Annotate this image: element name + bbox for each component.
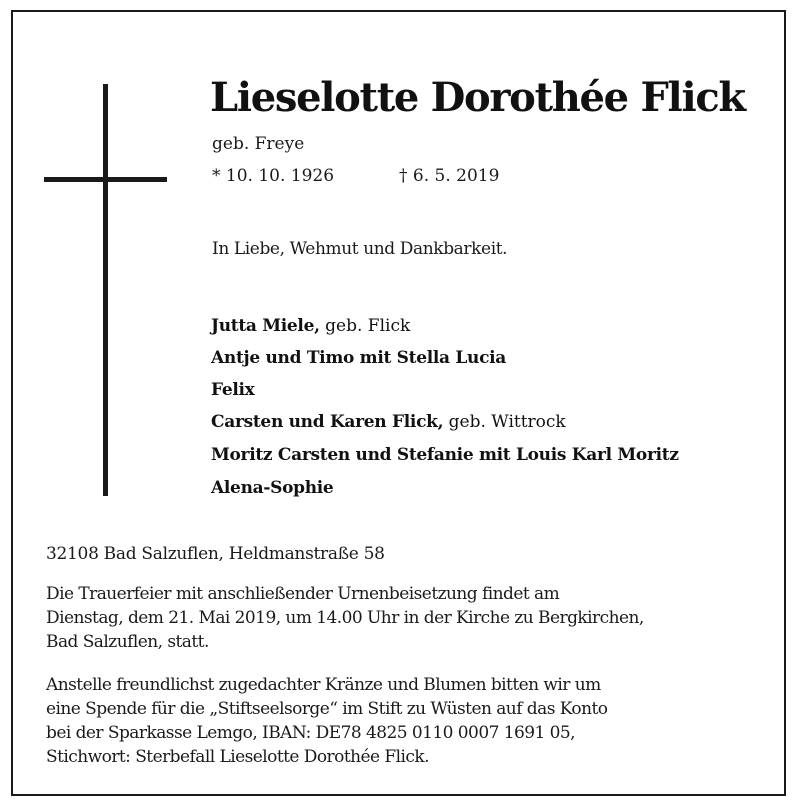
cross-icon-bar: [44, 177, 167, 182]
family-name: Alena-Sophie: [211, 478, 334, 498]
donation-text: [46, 673, 607, 769]
family-name: Felix: [211, 380, 255, 400]
family-note: geb. Wittrock: [443, 412, 566, 432]
maiden-name: geb. Freye: [212, 134, 305, 154]
address: 32108 Bad Salzuflen, Heldmanstraße 58: [46, 544, 385, 564]
family-note: geb. Flick: [319, 316, 411, 336]
family-name: Antje und Timo mit Stella Lucia: [211, 348, 507, 368]
family-line: [211, 412, 566, 432]
text-line: eine Spende für die „Stiftseelsorge“ im Stift zu Wüsten auf das Konto: [46, 699, 608, 719]
family-line: [211, 348, 506, 368]
family-line: [211, 316, 410, 336]
birth-date: * 10. 10. 1926: [212, 166, 335, 186]
text-line: Bad Salzuflen, statt.: [46, 632, 209, 652]
family-name: Carsten und Karen Flick,: [211, 412, 444, 432]
family-line: [211, 478, 333, 498]
cross-icon: [103, 84, 108, 496]
family-line: [211, 445, 679, 465]
text-line: Die Trauerfeier mit anschließender Urnenbeisetzung findet am: [46, 584, 560, 604]
text-line: Anstelle freundlichst zugedachter Kränze und Blumen bitten wir um: [46, 675, 601, 695]
family-line: [211, 380, 255, 400]
ceremony-text: [46, 582, 644, 654]
text-line: Dienstag, dem 21. Mai 2019, um 14.00 Uhr in der Kirche zu Bergkirchen,: [46, 608, 644, 628]
family-name: Jutta Miele,: [211, 316, 320, 336]
text-line: bei der Sparkasse Lemgo, IBAN: DE78 4825 0110 0007 1691 05,: [46, 723, 576, 743]
motto: In Liebe, Wehmut und Dankbarkeit.: [212, 239, 508, 259]
text-line: Stichwort: Sterbefall Lieselotte Dorothée Flick.: [46, 747, 429, 767]
family-name: Moritz Carsten und Stefanie mit Louis Karl Moritz: [211, 445, 679, 465]
deceased-name: Lieselotte Dorothée Flick: [210, 74, 745, 121]
death-date: † 6. 5. 2019: [399, 166, 500, 186]
